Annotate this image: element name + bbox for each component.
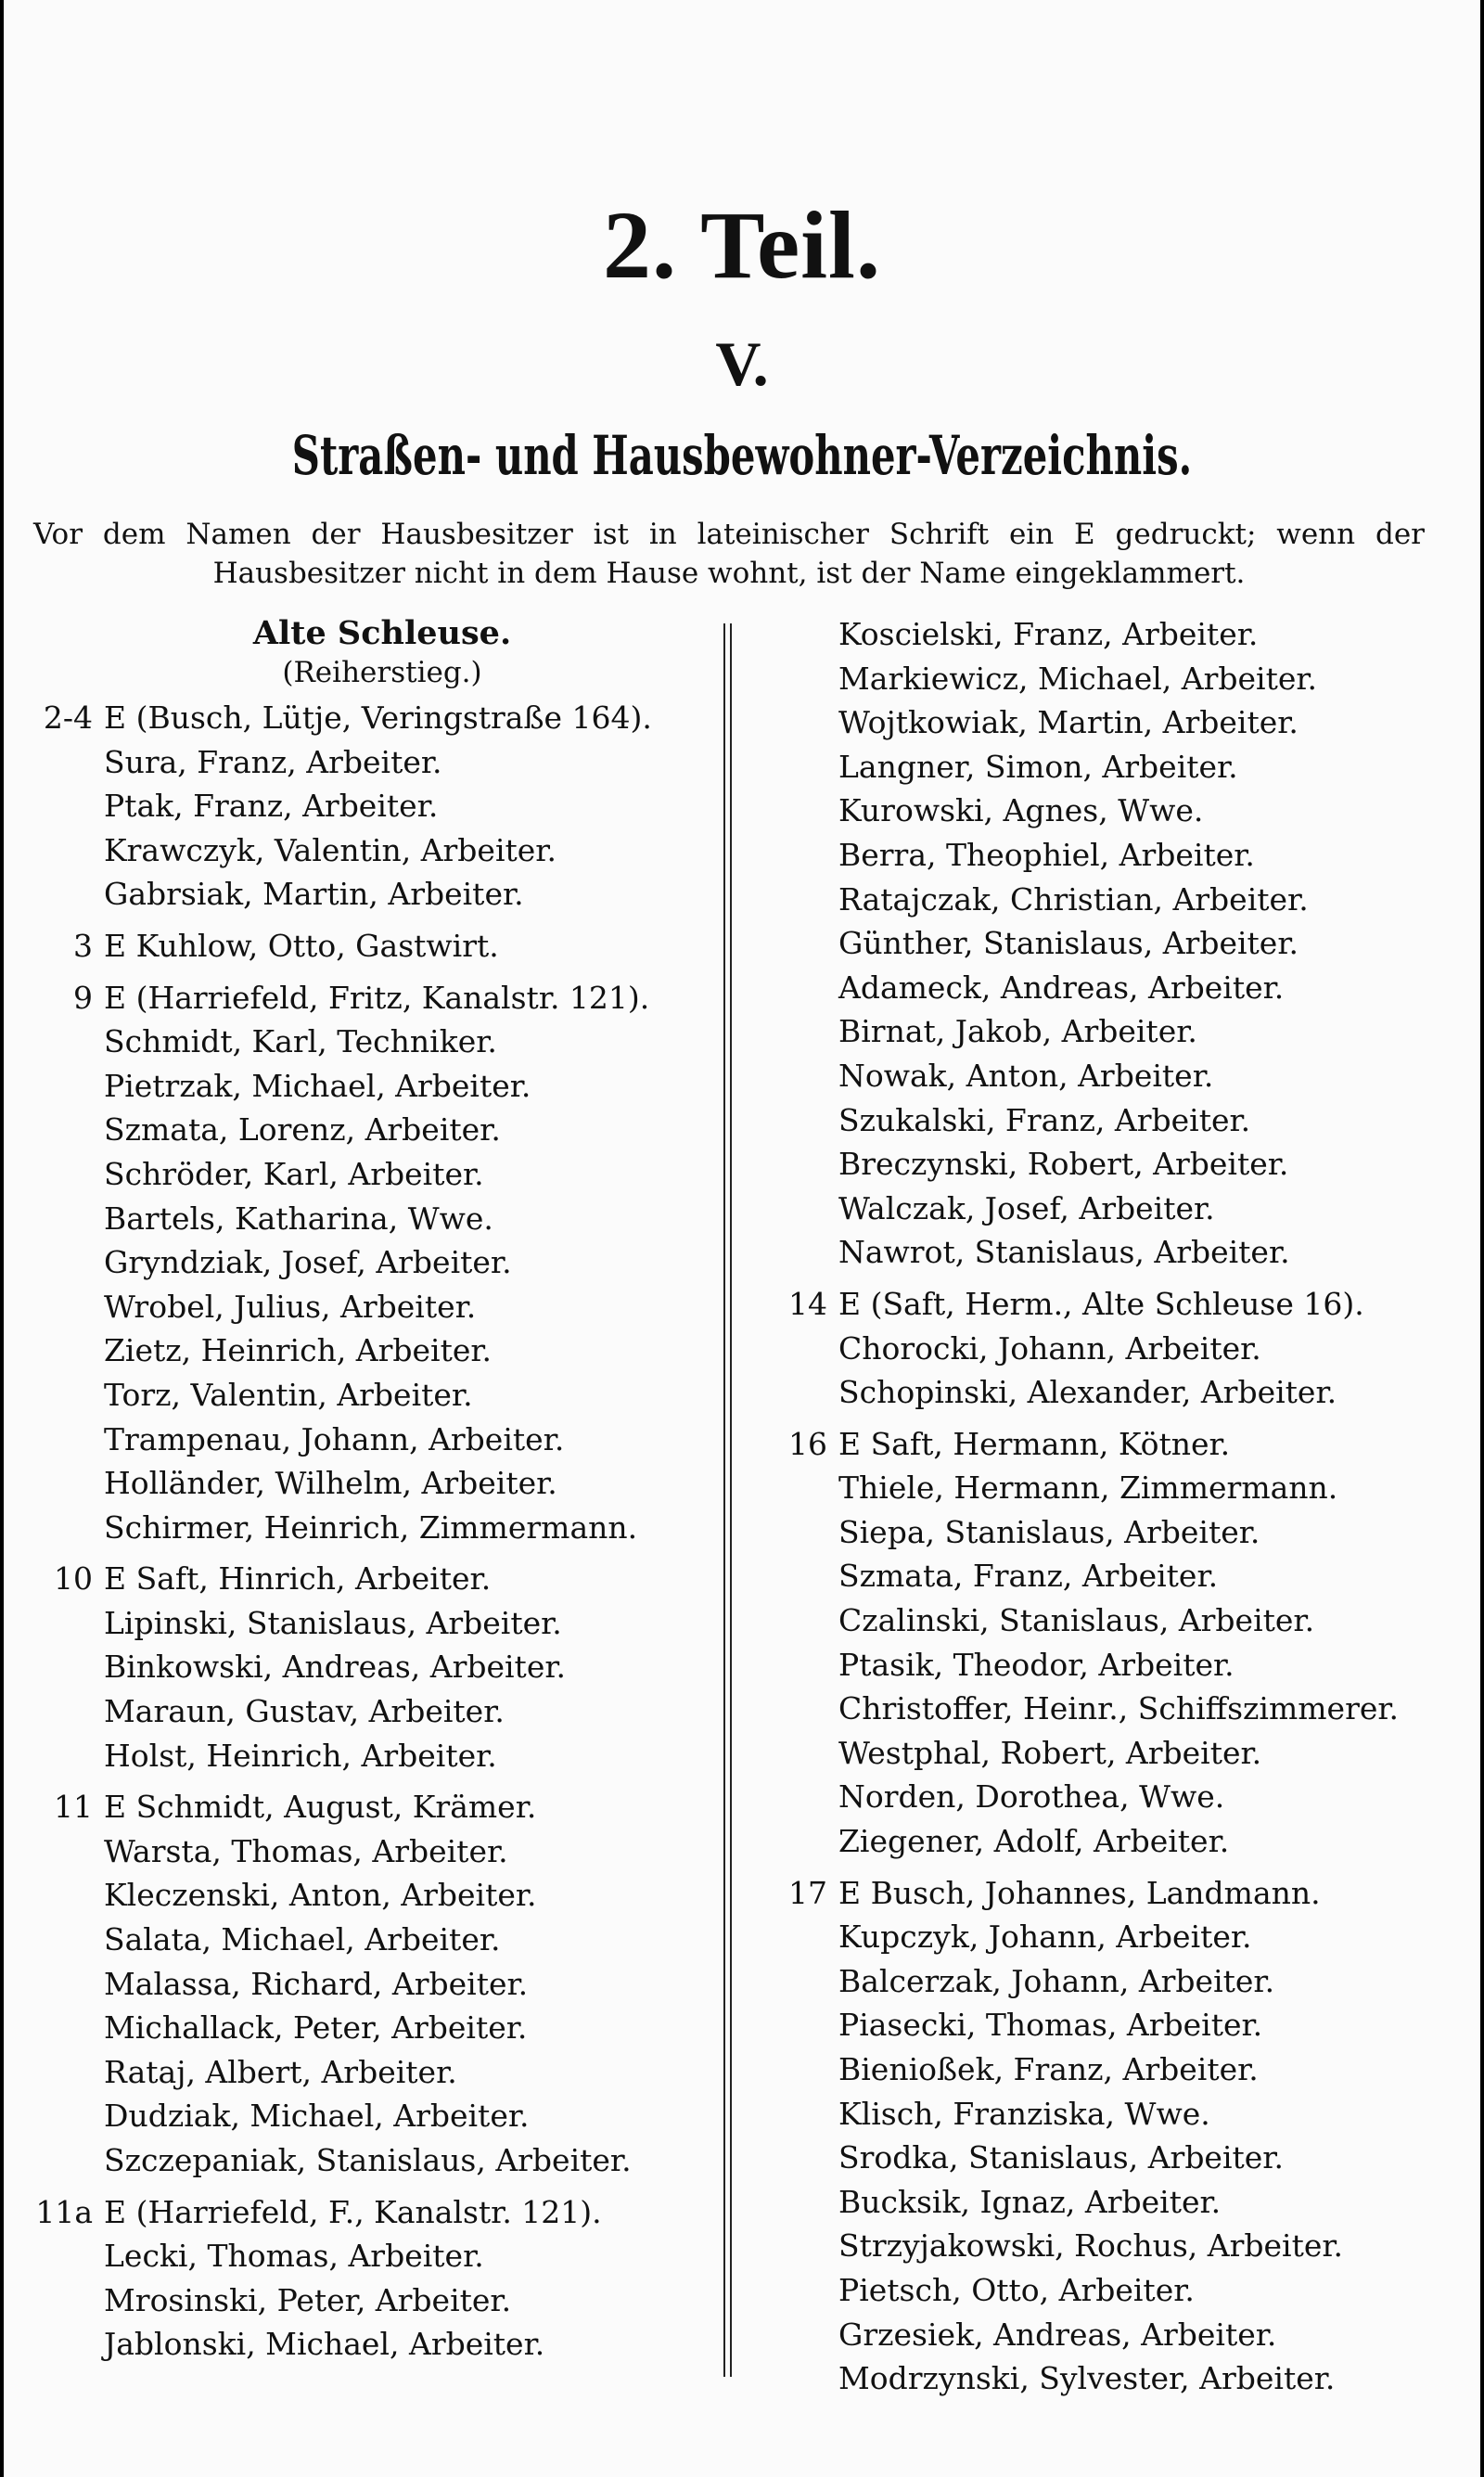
resident-entry [764,745,1451,789]
resident-text: Grzesiek, Andreas, Arbeiter. [838,2316,1277,2353]
resident-text: Warsta, Thomas, Arbeiter. [104,1832,508,1869]
resident-text: Berra, Theophiel, Arbeiter. [838,836,1255,873]
resident-entry [764,1598,1451,1643]
resident-text: Langner, Simon, Arbeiter. [838,748,1238,785]
house-number: 2-4 [43,699,93,736]
house-number [30,1962,104,2007]
house-number [764,1142,838,1187]
resident-text: Wojtkowiak, Martin, Arbeiter. [838,704,1298,741]
house-number: 11a [35,2193,93,2230]
resident-text: Kupczyk, Johann, Arbeiter. [838,1919,1252,1956]
house-number [30,2278,104,2323]
resident-text: Günther, Stanislaus, Arbeiter. [838,925,1298,962]
resident-text: Westphal, Robert, Arbeiter. [838,1734,1262,1771]
resident-text: Breczynski, Robert, Arbeiter. [838,1146,1289,1183]
resident-text: Pietrzak, Michael, Arbeiter. [104,1067,531,1104]
resident-text: Wrobel, Julius, Arbeiter. [104,1288,477,1325]
resident-entry [764,1230,1451,1275]
section-numeral: V. [715,328,769,399]
resident-entry [30,2322,716,2367]
house-number: 9 [73,979,93,1016]
resident-entry [764,2224,1451,2268]
resident-entry [30,2190,716,2235]
resident-text: Bucksik, Ignaz, Arbeiter. [838,2183,1222,2220]
resident-text: E (Harriefeld, F., Kanalstr. 121). [104,2193,602,2230]
resident-entry [30,976,716,1020]
house-number [30,784,104,828]
resident-entry [30,1918,716,1962]
resident-entry [764,1819,1451,1864]
house-number [764,700,838,745]
resident-text: Kurowski, Agnes, Wwe. [838,792,1204,829]
resident-text: E Saft, Hinrich, Arbeiter. [104,1560,492,1598]
resident-text: Siepa, Stanislaus, Arbeiter. [838,1513,1260,1550]
resident-text: Kleczenski, Anton, Arbeiter. [104,1877,537,1914]
house-number [30,1285,104,1329]
house-number [764,966,838,1010]
house-number [30,2138,104,2183]
resident-text: Ratajczak, Christian, Arbeiter. [838,880,1309,918]
resident-entry [30,784,716,828]
resident-text: Modrzynski, Sylvester, Arbeiter. [838,2360,1336,2397]
resident-text: Szczepaniak, Stanislaus, Arbeiter. [104,2142,632,2178]
house-number: 3 [73,927,93,964]
column-divider [730,623,732,2377]
resident-text: E Saft, Hermann, Kötner. [838,1425,1231,1462]
house-number [30,1918,104,1962]
left-entry-list [30,696,716,2367]
resident-entry [30,1240,716,1285]
resident-entry [764,657,1451,701]
house-number [764,1327,838,1371]
resident-text: Nowak, Anton, Arbeiter. [838,1057,1214,1094]
resident-text: Dudziak, Michael, Arbeiter. [104,2098,530,2135]
resident-text: Pietsch, Otto, Arbeiter. [838,2271,1195,2308]
resident-entry [764,878,1451,922]
house-number: 11 [54,1789,93,1826]
resident-text: Salata, Michael, Arbeiter. [104,1921,501,1958]
house-number [764,1554,838,1598]
house-number [30,1373,104,1418]
house-number [764,921,838,966]
house-number [764,2180,838,2225]
resident-entry [764,2313,1451,2357]
resident-text: Maraun, Gustav, Arbeiter. [104,1693,505,1730]
resident-entry [764,1327,1451,1371]
resident-entry [30,1645,716,1689]
resident-text: Schröder, Karl, Arbeiter. [104,1155,484,1192]
resident-entry [30,2050,716,2095]
house-number [30,828,104,873]
resident-entry [30,740,716,785]
resident-entry [764,1466,1451,1510]
resident-text: Srodka, Stanislaus, Arbeiter. [838,2139,1284,2176]
resident-entry [764,1510,1451,1555]
resident-entry [764,1871,1451,1916]
resident-entry [764,1054,1451,1098]
resident-text: Adameck, Andreas, Arbeiter. [838,969,1285,1006]
resident-text: Schmidt, Karl, Techniker. [104,1023,497,1060]
house-number [764,745,838,789]
house-number [764,833,838,878]
resident-entry [764,2356,1451,2401]
resident-text: Rataj, Albert, Arbeiter. [104,2053,457,2090]
house-number [30,1461,104,1506]
house-number [30,872,104,917]
resident-entry [764,2180,1451,2225]
resident-text: Schopinski, Alexander, Arbeiter. [838,1374,1337,1411]
resident-entry [30,1328,716,1373]
resident-entry [30,2094,716,2138]
house-number [30,1506,104,1550]
house-number [30,2006,104,2050]
house-number [30,1689,104,1734]
resident-entry [30,1689,716,1734]
resident-entry [30,2006,716,2050]
resident-entry [30,1108,716,1152]
house-number [764,1230,838,1275]
resident-entry [30,872,716,917]
house-number: 16 [788,1425,827,1462]
house-number [764,1187,838,1231]
house-number [764,2136,838,2180]
resident-text: Schirmer, Heinrich, Zimmermann. [104,1508,638,1546]
resident-entry [764,1643,1451,1688]
house-number [764,2313,838,2357]
resident-text: Piasecki, Thomas, Arbeiter. [838,2007,1263,2044]
resident-entry [764,1687,1451,1731]
resident-entry [30,1373,716,1418]
resident-entry [764,1731,1451,1776]
resident-entry [764,1959,1451,2004]
house-number: 10 [54,1560,93,1598]
resident-entry [30,1461,716,1506]
house-number [764,2047,838,2092]
resident-entry [30,1152,716,1197]
resident-text: Ziegener, Adolf, Arbeiter. [838,1823,1230,1860]
resident-entry [764,1187,1451,1231]
house-number [764,1510,838,1555]
house-number [30,1240,104,1285]
house-number [764,878,838,922]
house-number [764,2003,838,2047]
house-number [30,2094,104,2138]
resident-entry [30,924,716,969]
resident-entry [30,1197,716,1241]
resident-text: Michallack, Peter, Arbeiter. [104,2009,528,2047]
resident-text: Szmata, Lorenz, Arbeiter. [104,1111,501,1149]
resident-entry [764,612,1451,657]
intro-line-1: Vor dem Namen der Hausbesitzer ist in lateinischer Schrift ein E gedruckt; wenn der [33,518,1425,551]
resident-entry [764,700,1451,745]
resident-text: E Kuhlow, Otto, Gastwirt. [104,927,499,964]
house-number [30,1064,104,1109]
resident-entry [764,966,1451,1010]
house-number [30,1601,104,1646]
house-number [764,2268,838,2313]
resident-text: Zietz, Heinrich, Arbeiter. [104,1332,493,1369]
resident-entry [764,2092,1451,2137]
house-number [764,1819,838,1864]
house-number [30,1152,104,1197]
house-number [764,1731,838,1776]
house-number [30,740,104,785]
resident-text: Christoffer, Heinr., Schiffszimmerer. [838,1690,1400,1727]
house-number: 14 [788,1285,827,1322]
resident-text: Krawczyk, Valentin, Arbeiter. [104,831,556,868]
house-number [30,1645,104,1689]
resident-entry [30,1873,716,1918]
resident-entry [764,2136,1451,2180]
resident-entry [764,789,1451,833]
resident-text: Walczak, Josef, Arbeiter. [838,1189,1215,1226]
house-number [30,2050,104,2095]
resident-entry [764,2003,1451,2047]
resident-entry [30,1734,716,1778]
resident-text: Koscielski, Franz, Arbeiter. [838,616,1259,652]
right-entry-list [764,612,1451,2401]
resident-text: Markiewicz, Michael, Arbeiter. [838,660,1318,697]
resident-text: Szukalski, Franz, Arbeiter. [838,1101,1251,1138]
resident-text: Thiele, Hermann, Zimmermann. [838,1470,1338,1507]
resident-text: Torz, Valentin, Arbeiter. [104,1376,473,1413]
resident-entry [764,1282,1451,1327]
resident-entry [30,1506,716,1550]
house-number [764,1054,838,1098]
page-title: 2. Teil. [603,192,881,299]
resident-entry [30,1829,716,1874]
resident-entry [30,1020,716,1064]
house-number [764,2356,838,2401]
resident-entry [30,1962,716,2007]
house-number [30,2322,104,2367]
house-number [30,1020,104,1064]
house-number [30,1873,104,1918]
resident-text: Holst, Heinrich, Arbeiter. [104,1737,497,1774]
house-number [764,612,838,657]
resident-text: E (Busch, Lütje, Veringstraße 164). [104,699,652,736]
resident-text: Nawrot, Stanislaus, Arbeiter. [838,1234,1290,1271]
resident-text: Ptasik, Theodor, Arbeiter. [838,1646,1235,1683]
resident-entry [30,2234,716,2278]
house-number [30,1829,104,1874]
house-number [764,789,838,833]
resident-text: Norden, Dorothea, Wwe. [838,1778,1225,1816]
resident-entry [30,1064,716,1109]
resident-entry [30,1785,716,1829]
resident-text: Birnat, Jakob, Arbeiter. [838,1013,1197,1050]
house-number [764,1775,838,1819]
house-number [764,1687,838,1731]
resident-entry [764,1142,1451,1187]
intro-line-2: Hausbesitzer nicht in dem Hause wohnt, ist der Name eingeklammert. [212,557,1246,590]
resident-text: Bienioßek, Franz, Arbeiter. [838,2051,1259,2087]
house-number [764,1466,838,1510]
house-number [30,1418,104,1462]
house-number [764,657,838,701]
resident-entry [30,2278,716,2323]
resident-text: Czalinski, Stanislaus, Arbeiter. [838,1602,1315,1639]
resident-entry [30,828,716,873]
resident-text: Holländer, Wilhelm, Arbeiter. [104,1465,557,1502]
resident-text: Gabrsiak, Martin, Arbeiter. [104,876,524,913]
section-heading: Straßen- und Hausbewohner-Verzeichnis. [291,424,1193,487]
house-number: 17 [788,1874,827,1911]
directory-page [4,0,1480,2477]
resident-text: Klisch, Franziska, Wwe. [838,2095,1210,2132]
resident-text: Balcerzak, Johann, Arbeiter. [838,1962,1275,1999]
resident-entry [30,696,716,740]
right-column [764,612,1451,2401]
resident-text: E Busch, Johannes, Landmann. [838,1874,1321,1911]
resident-entry [764,1370,1451,1415]
resident-entry [30,1418,716,1462]
house-number [764,2224,838,2268]
street-name: Alte Schleuse. [252,614,512,652]
resident-text: E Schmidt, August, Krämer. [104,1789,537,1826]
resident-text: Binkowski, Andreas, Arbeiter. [104,1649,566,1686]
resident-entry [30,1285,716,1329]
resident-entry [764,2047,1451,2092]
house-number [30,1197,104,1241]
resident-text: Jablonski, Michael, Arbeiter. [104,2326,545,2363]
resident-text: Bartels, Katharina, Wwe. [104,1200,493,1237]
house-number [764,1009,838,1054]
house-number [764,1959,838,2004]
resident-entry [30,2138,716,2183]
house-number [30,1734,104,1778]
resident-entry [764,921,1451,966]
resident-text: Ptak, Franz, Arbeiter. [104,788,439,825]
house-number [30,1328,104,1373]
house-number [30,1108,104,1152]
house-number [764,1915,838,1959]
resident-text: Lipinski, Stanislaus, Arbeiter. [104,1604,562,1641]
resident-entry [764,1009,1451,1054]
house-number [764,1598,838,1643]
house-number [764,2092,838,2137]
resident-entry [764,1422,1451,1467]
resident-text: Lecki, Thomas, Arbeiter. [104,2238,484,2275]
resident-entry [764,2268,1451,2313]
street-note: (Reiherstieg.) [282,656,482,689]
resident-entry [764,1915,1451,1959]
house-number [30,2234,104,2278]
resident-entry [764,1775,1451,1819]
column-divider [723,623,725,2377]
house-number [764,1643,838,1688]
house-number [764,1098,838,1143]
resident-entry [764,1098,1451,1143]
resident-text: E (Saft, Herm., Alte Schleuse 16). [838,1285,1364,1322]
resident-entry [30,1601,716,1646]
resident-entry [764,1554,1451,1598]
resident-text: Strzyjakowski, Rochus, Arbeiter. [838,2227,1344,2265]
resident-text: Mrosinski, Peter, Arbeiter. [104,2281,512,2318]
resident-text: Trampenau, Johann, Arbeiter. [104,1420,565,1457]
resident-entry [764,833,1451,878]
intro-note [33,515,1425,593]
resident-text: Gryndziak, Josef, Arbeiter. [104,1244,512,1281]
left-column [30,612,716,2367]
resident-text: Malassa, Richard, Arbeiter. [104,1965,529,2002]
resident-text: Chorocki, Johann, Arbeiter. [838,1329,1261,1367]
resident-text: Sura, Franz, Arbeiter. [104,743,442,780]
resident-entry [30,1557,716,1601]
resident-text: E (Harriefeld, Fritz, Kanalstr. 121). [104,979,650,1016]
house-number [764,1370,838,1415]
resident-text: Szmata, Franz, Arbeiter. [838,1558,1219,1595]
